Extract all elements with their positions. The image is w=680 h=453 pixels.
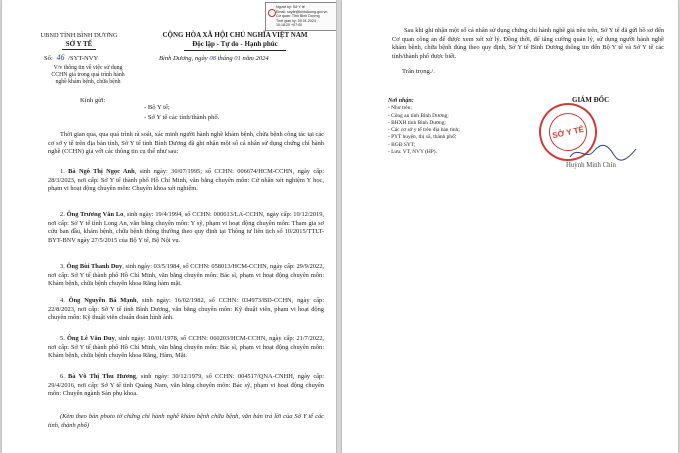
closing-text: Sau khi ghi nhận một số cá nhân sử dụng chứng chỉ hành nghề giả nêu trên, Sở Y tế đã gửi hồ sơ đến Cơ quan công an để được xem xét xử lý. Đồng thời, để tăng cường quản lý, sử dụng người hành nghề khám bệnh, chữa bệnh đúng theo quy định, Sở Y tế Bình Dương thông tin đến Bộ Y tế và Sở Y tế các tỉnh/thành phố được biết. xyxy=(392,27,664,60)
recipient-item: - Bộ Y tế; xyxy=(144,104,170,111)
person-name: Bà Võ Thị Thu Hương xyxy=(68,373,136,380)
person-number: 1. xyxy=(60,168,65,175)
attachment-note xyxy=(48,413,324,430)
person-entry xyxy=(48,335,324,361)
date-day: 08 xyxy=(209,55,216,62)
number-suffix: /SYT-NVY xyxy=(68,55,99,62)
digital-signature-line: Email: soyte@binhduong.gov.vn xyxy=(276,9,328,14)
motto-underline xyxy=(184,50,286,51)
distribution-item: - BHXH tỉnh Bình Dương; xyxy=(388,119,446,126)
document-page-2 xyxy=(342,0,678,453)
subject-block xyxy=(42,65,134,87)
person-entry xyxy=(48,168,324,194)
agency-underline xyxy=(62,49,96,50)
person-name: Bà Ngô Thị Ngọc Anh xyxy=(68,168,135,175)
person-name: Ông Nguyễn Bá Mạnh xyxy=(68,297,137,304)
issuing-agency-block xyxy=(24,32,134,50)
date-suffix: năm 2024 xyxy=(242,55,269,62)
distribution-item: - Như trên; xyxy=(388,105,412,112)
date-month: 01 xyxy=(234,55,241,62)
handwritten-signature xyxy=(568,143,638,163)
person-details: , sinh ngày: 16/02/1982, số CCHN: 034973/BD-CCHN, ngày cấp: 22/8/2023, nơi cấp: Sở Y tế tỉnh Bình Dương, văn bằng chuyên môn: Kỹ thuật viên, phạm vi hoạt động chuyên môn: Kỹ thuật viên chuẩn đoán hình ảnh. xyxy=(48,297,325,322)
distribution-label: Nơi nhận: xyxy=(388,98,414,104)
person-details: , sinh ngày: 30/07/1995; số CCHN: 006674/HCM-CCHN, ngày cấp: 28/3/2023, nơi cấp: Sở Y tế thành phố Hồ Chí Minh, văn bằng chuyên môn: Cử nhân xét nghiệm Y học, phạm vi hoạt động chuyên môn: Chuyên khoa xét nghiệm. xyxy=(48,168,324,193)
motto: Độc lập - Tự do - Hạnh phúc xyxy=(192,40,278,48)
person-details: , sinh ngày: 30/12/1979, số CCHN: 004517/QNA-CNHH, ngày cấp: 29/4/2016, nơi cấp: Sở Y tế tỉnh Quảng Nam, văn bằng chuyên môn: Bác sỹ, phạm vi hoạt động chuyên môn: Chuyên ngành Sản phụ khoa. xyxy=(48,373,324,398)
digital-signature-line: Thời gian ký: 09.01.2024 xyxy=(276,18,316,23)
subject-line: CCHN giả trong quá trình hành xyxy=(51,72,125,79)
number-prefix: Số: xyxy=(44,55,53,62)
person-name: Ông Trương Văn Lo xyxy=(66,211,124,218)
person-name: Ông Bùi Thanh Duy xyxy=(66,263,123,270)
intro-text: Thời gian qua, qua quá trình rà soát, xác minh người hành nghề khám bệnh, chữa bệnh công tác tại các cơ sở y tế trên địa bàn tỉnh, Sở Y tế tỉnh Bình Dương đã ghi nhận một số cá nhân sử dụng chứng chỉ hành nghề (CCHN) giả với các thông tin cụ thể như sau: xyxy=(48,131,324,156)
document-date xyxy=(159,55,269,63)
person-details: , sinh ngày: 10/01/1978, số CCHN: 060203/HCM-CCHN, ngày cấp: 21/7/2022, nơi cấp: Sở Y tế thành phố Hồ Chí Minh, văn bằng chuyên môn: Bác sĩ, phạm vi hoạt động chuyên môn: Khám bệnh, chữa bệnh chuyên khoa Răng, Hàm, Mặt. xyxy=(48,335,324,360)
subject-line: nghề khám bệnh, chữa bệnh xyxy=(55,79,121,86)
signer-title: GIÁM ĐỐC xyxy=(572,96,610,104)
person-entry xyxy=(48,373,324,399)
signer-name: Huỳnh Minh Chín xyxy=(566,162,616,169)
person-number: 6. xyxy=(60,373,65,380)
person-number: 3. xyxy=(60,263,65,270)
subject-line: V/v thông tin về việc sử dụng xyxy=(53,65,123,71)
digital-signature-line: Người ký: Sở Y tế xyxy=(276,5,305,9)
person-details: , sinh ngày: 19/4/1994, số CCHN: 000613/LA-CCHN, ngày cấp: 10/12/2019, nơi cấp: Sở Y tế tỉnh Long An, văn bằng chuyên môn: Y sỹ, phạm vi hoạt động chuyên môn: Tham gia sơ cứu ban đầu, khám bệnh, chữa bệnh thông thường theo quy định tại Thông tư liên tịch số 10/2015/TTLT-BYT-BNV ngày 27/5/2015 của Bộ Y tế, Bộ Nội vụ. xyxy=(48,211,324,244)
distribution-item: - Lưu: VT, NVY (HP). xyxy=(388,149,437,156)
distribution-item: - PYT huyện, thị xã, thành phố; xyxy=(388,134,457,141)
agency-name: SỞ Y TẾ xyxy=(65,40,93,48)
document-number xyxy=(44,54,98,63)
person-entry xyxy=(48,297,324,323)
attachment-note-text: (Kèm theo bản photo tờ chứng chỉ hành nghề khám bệnh chữa bệnh, văn bản trả lời của Sở Y tế các tỉnh, thành phố) xyxy=(48,413,324,429)
republic-title: CỘNG HÒA XÃ HỘI CHỦ NGHĨA VIỆT NAM xyxy=(162,31,308,39)
recipient-item: - Sở Y tế các tỉnh/thành phố. xyxy=(144,114,220,121)
document-page-1 xyxy=(2,0,336,453)
digital-signature-line: 10:18:20 +07:00 xyxy=(276,23,303,28)
intro-paragraph xyxy=(48,131,324,157)
digital-signature-line: Cơ quan: Tỉnh Bình Dương xyxy=(276,14,320,19)
regards: Trân trọng./. xyxy=(402,68,435,75)
person-details: , sinh ngày: 03/5/1984, số CCHN: 058013/HCM-CCHN, ngày cấp: 29/9/2022, nơi cấp: Sở Y tế thành phố Hồ Chí Minh, văn bằng chuyên môn: Bác sĩ, phạm vi hoạt động chuyên môn: Khám bệnh, chữa bệnh chuyên khoa Răng hàm mặt. xyxy=(48,263,324,288)
national-title-block xyxy=(140,31,330,51)
person-name: Ông Lê Văn Duy xyxy=(66,335,115,342)
person-entry xyxy=(48,211,324,245)
person-number: 5. xyxy=(60,335,65,342)
distribution-item: - BGĐ SYT; xyxy=(388,141,416,148)
person-number: 2. xyxy=(60,211,65,218)
recipients-label: Kính gửi: xyxy=(80,97,106,104)
stamp-center: SỞ Y TẾ xyxy=(545,109,590,154)
person-entry xyxy=(48,263,324,289)
signature-seal-icon xyxy=(268,9,276,17)
digital-signature-box xyxy=(265,2,336,31)
closing-paragraph xyxy=(392,27,664,61)
distribution-list xyxy=(388,98,460,156)
person-number: 4. xyxy=(60,297,65,304)
distribution-item: - Công an tỉnh Bình Dương; xyxy=(388,112,449,119)
number-handwritten: 46 xyxy=(56,53,65,62)
date-prefix: Bình Dương, ngày xyxy=(159,55,208,62)
distribution-item: - Các cơ sở y tế trên địa bàn tỉnh; xyxy=(388,127,460,134)
date-mid: tháng xyxy=(217,55,233,62)
agency-parent: UBND TỈNH BÌNH DƯƠNG xyxy=(40,32,118,39)
